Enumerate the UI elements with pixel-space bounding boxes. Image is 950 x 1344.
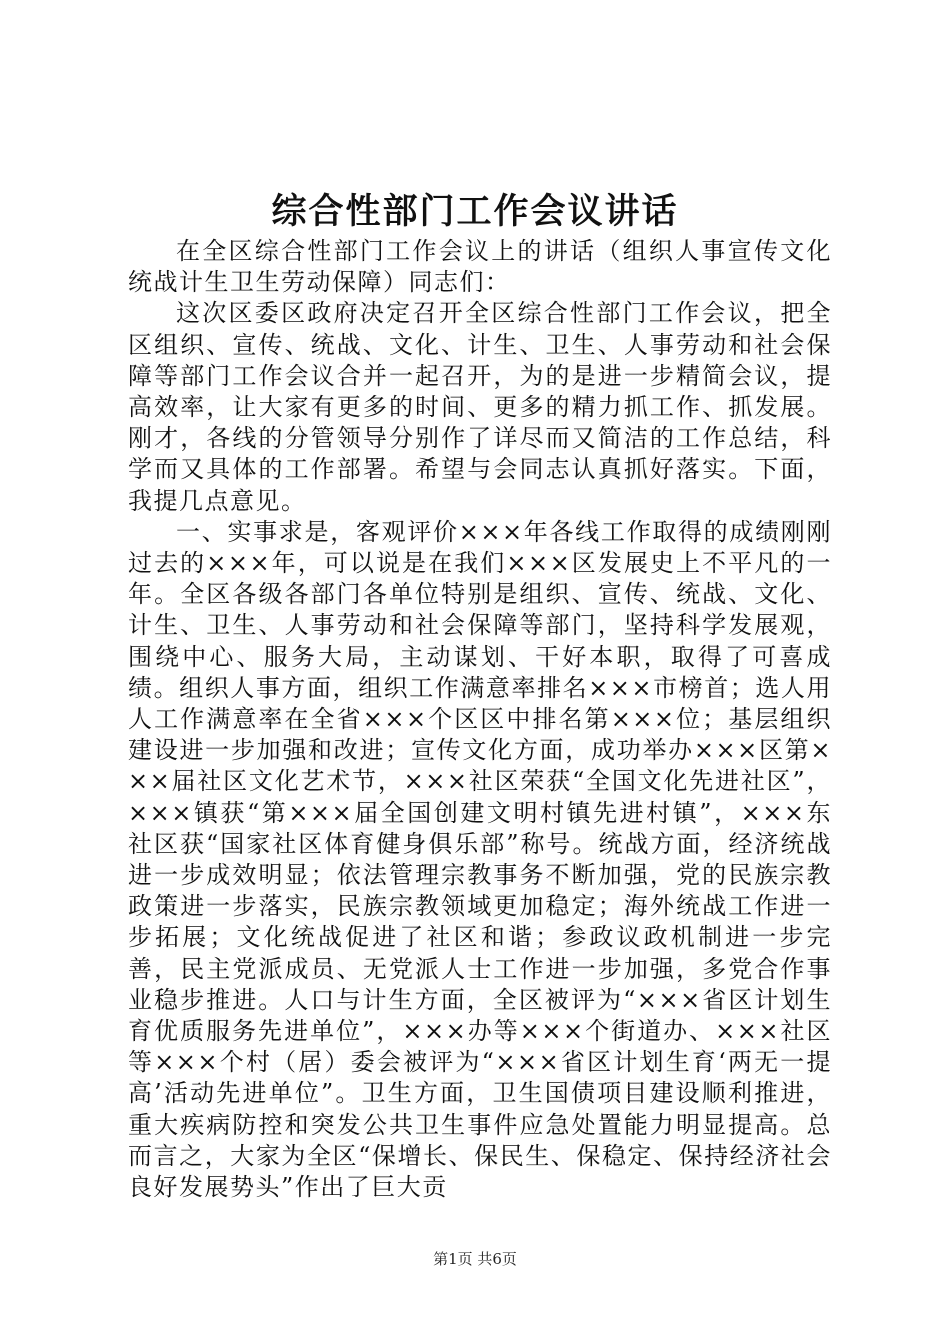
paragraph-introduction: 这次区委区政府决定召开全区综合性部门工作会议，把全区组织、宣传、统战、文化、计生、卫生、人事劳动和社会保障等部门工作会议合并一起召开，为的是进一步精简会议，提高效率，让大家有更多的时间、更多的精力抓工作、抓发展。刚才，各线的分管领导分别作了详尽而又简洁的工作总结，科学而又具体的工作部署。希望与会同志认真抓好落实。下面，我提几点意见。 — [128, 299, 832, 515]
document-body — [128, 236, 832, 1203]
paragraph-section-one: 一、实事求是，客观评价×××年各线工作取得的成绩刚刚过去的×××年，可以说是在我们×××区发展史上不平凡的一年。全区各级各部门各单位特别是组织、宣传、统战、文化、计生、卫生、人事劳动和社会保障等部门，坚持科学发展观，围绕中心、服务大局，主动谋划、干好本职，取得了可喜成绩。组织人事方面，组织工作满意率排名×××市榜首；选人用人工作满意率在全省×××个区区中排名第×××位；基层组织建设进一步加强和改进；宣传文化方面，成功举办×××区第×××届社区文化艺术节，×××社区荣获“全国文化先进社区”，×××镇获“第×××届全国创建文明村镇先进村镇”，×××东社区获“国家社区体育健身俱乐部”称号。统战方面，经济统战进一步成效明显；依法管理宗教事务不断加强，党的民族宗教政策进一步落实，民族宗教领域更加稳定；海外统战工作进一步拓展；文化统战促进了社区和谐；参政议政机制进一步完善，民主党派成员、无党派人士工作进一步加强，多党合作事业稳步推进。人口与计生方面，全区被评为“×××省区计划生育优质服务先进单位”，×××办等×××个街道办、×××社区等×××个村（居）委会被评为“×××省区计划生育‘两无一提高’活动先进单位”。卫生方面，卫生国债项目建设顺利推进，重大疾病防控和突发公共卫生事件应急处置能力明显提高。总而言之，大家为全区“保增长、保民生、保稳定、保持经济社会良好发展势头”作出了巨大贡 — [128, 517, 832, 1202]
document-title: 综合性部门工作会议讲话 — [271, 191, 679, 232]
page-number-footer: 第1页 共6页 — [433, 1250, 517, 1268]
paragraph-opening: 在全区综合性部门工作会议上的讲话（组织人事宣传文化统战计生卫生劳动保障）同志们： — [128, 237, 832, 297]
